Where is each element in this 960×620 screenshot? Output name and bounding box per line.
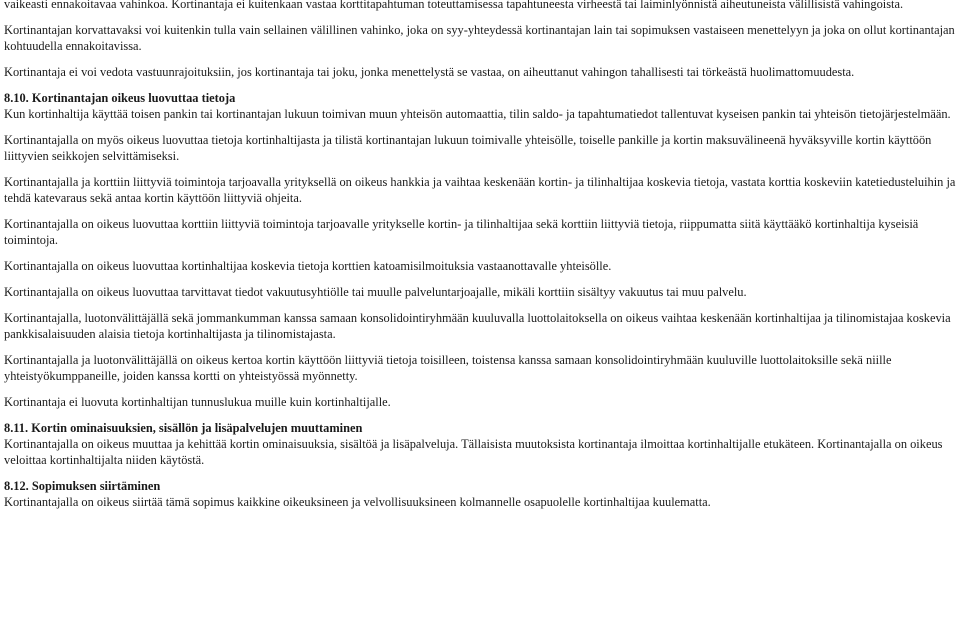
paragraph-insurance: Kortinantajalla on oikeus luovuttaa tarvittavat tiedot vakuutusyhtiölle tai muulle palveluntarjoajalle, mikäli korttiin sisältyy vakuutus tai muu palvelu. [4,285,747,299]
paragraph-pin-code: Kortinantaja ei luovuta kortinhaltijan tunnuslukua muille kuin kortinhaltijalle. [4,395,391,409]
section-heading-8-12: 8.12. Sopimuksen siirtäminen [4,479,161,493]
paragraph-lost-card-reports: Kortinantajalla on oikeus luovuttaa kortinhaltijaa koskevia tietoja korttien katoamisilmoituksia vastaanottavalle yhteisölle. [4,259,612,273]
paragraph-card-changes: Kortinantajalla on oikeus muuttaa ja kehittää kortin ominaisuuksia, sisältöä ja lisäpalveluja. Tällaisista muutoksista kortinantaja ilmoittaa kortinhaltijalle etukäteen. Kortinantajalla on oikeus veloittaa kortinhaltijalta niiden käytöstä. [4,437,943,467]
paragraph-exchange-info: Kortinantajalla ja korttiin liittyviä toimintoja tarjoavalla yrityksellä on oikeus hankkia ja vaihtaa keskenään kortin- ja tilinhaltijaa koskevia tietoja, vastata korttia koskeviin katetiedusteluihin ja tehdä katevaraus sekä antaa kortin käyttöön liittyviä ohjeita. [4,175,956,205]
paragraph-transfer-agreement: Kortinantajalla on oikeus siirtää tämä sopimus kaikkine oikeuksineen ja velvollisuuksineen kolmannelle osapuolelle kortinhaltijaa kuulematta. [4,495,711,509]
paragraph-disclose-cardholder: Kortinantajalla on myös oikeus luovuttaa tietoja kortinhaltijasta ja tilistä kortinantajan lukuun toimivalle yhteisölle, toiselle pankille ja kortin maksuvälineenä hyväksyville kortin käyttöön liittyvien seikkojen selvittämiseksi. [4,133,932,163]
paragraph-credit-intermediary: Kortinantajalla ja luotonvälittäjällä on oikeus kertoa kortin käyttöön liittyviä tietoja toisilleen, toistensa kanssa samaan konsolidointiryhmään kuuluville luottolaitoksille sekä niille yhteistyökumppaneille, joiden kanssa kortti on yhteistyössä myönnetty. [4,353,892,383]
paragraph-disclose-services: Kortinantajalla on oikeus luovuttaa korttiin liittyviä toimintoja tarjoavalle yritykselle kortin- ja tilinhaltijaa sekä korttiin liittyviä tietoja, riippumatta siitä käyttääkö kortinhaltija kyseisiä toimintoja. [4,217,919,247]
paragraph-atm-data: Kun kortinhaltija käyttää toisen pankin tai kortinantajan lukuun toimivan muun yhteisön automaattia, tilin saldo- ja tapahtumatiedot tallentuvat kyseisen pankin tai yhteisön tietojärjestelmään. [4,107,951,121]
paragraph-liability-indirect: vaikeasti ennakoitavaa vahinkoa. Kortinantaja ei kuitenkaan vastaa korttitapahtuman toteuttamisessa tapahtuneesta virheestä tai laiminlyönnistä aiheutuneista välillisistä vahingoista. [4,0,904,11]
section-heading-8-11: 8.11. Kortin ominaisuuksien, sisällön ja lisäpalvelujen muuttaminen [4,421,363,435]
section-heading-8-10: 8.10. Kortinantajan oikeus luovuttaa tietoja [4,91,236,105]
paragraph-indirect-damage: Kortinantajan korvattavaksi voi kuitenkin tulla vain sellainen välillinen vahinko, joka on syy-yhteydessä kortinantajan lain tai sopimuksen vastaiseen menettelyyn ja joka on ollut kortinantajan kohtuudella ennakoitavissa. [4,23,955,53]
paragraph-consolidation-group: Kortinantajalla, luotonvälittäjällä sekä jommankumman kanssa samaan konsolidointiryhmään kuuluvalla luottolaitoksella on oikeus vaihtaa keskenään kortinhaltijaa ja tilinomistajaa koskevia pankkisalaisuuden alaisia tietoja kortinhaltijasta ja tilinomistajasta. [4,311,951,341]
paragraph-liability-limits: Kortinantaja ei voi vedota vastuunrajoituksiin, jos kortinantaja tai joku, jonka menettelystä se vastaa, on aiheuttanut vahingon tahallisesti tai törkeästä huolimattomuudesta. [4,65,855,79]
